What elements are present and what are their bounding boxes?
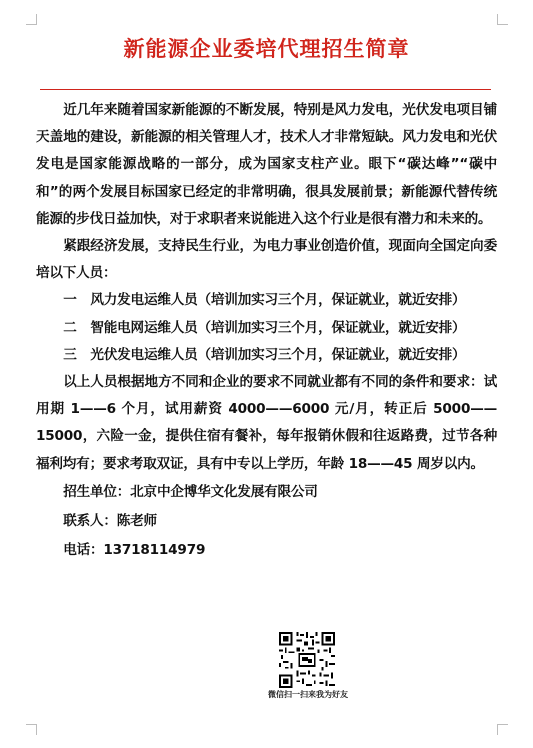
- list-item-number: 一: [63, 292, 77, 309]
- document-body: [36, 97, 497, 565]
- list-item-text: 光伏发电运维人员（培训加实习三个月，保证就业，就近安排）: [90, 346, 466, 363]
- page-corner-mark: [497, 14, 508, 25]
- title-divider: [40, 89, 491, 90]
- contact-person: 联系人：陈老师: [63, 512, 157, 529]
- document-title: 新能源企业委培代理招生简章: [123, 37, 410, 61]
- intro-paragraph: 近几年来随着国家新能源的不断发展，特别是风力发电，光伏发电项目铺天盖地的建设，新能源的相关管理人才，技术人才非常短缺。风力发电和光伏发电是国家能源战略的一部分，成为国家支柱产业。眼下“碳达峰”“碳中和”的两个发展目标国家已经定的非常明确，很具发展前景；新能源代替传统能源的步伐日益加快，对于求职者来说能进入这个行业是很有潜力和未来的。: [36, 102, 497, 227]
- list-item: [36, 342, 497, 369]
- list-item-text: 智能电网运维人员（培训加实习三个月，保证就业，就近安排）: [90, 319, 466, 336]
- page-corner-mark: [497, 724, 508, 735]
- contact-phone: 电话：13718114979: [63, 541, 206, 558]
- list-item: [36, 315, 497, 342]
- qr-caption: 微信扫一扫来我为好友: [268, 690, 348, 699]
- list-item: [36, 287, 497, 314]
- recruitment-paragraph: 紧跟经济发展，支持民生行业，为电力事业创造价值，现面向全国定向委培以下人员：: [36, 238, 497, 282]
- list-item-number: 二: [63, 319, 77, 336]
- wechat-qr-code-icon: [279, 632, 335, 688]
- list-item-number: 三: [63, 346, 77, 363]
- list-item-text: 风力发电运维人员（培训加实习三个月，保证就业，就近安排）: [90, 292, 466, 309]
- page-corner-mark: [26, 14, 37, 25]
- requirements-paragraph: 以上人员根据地方不同和企业的要求不同就业都有不同的条件和要求：试用期 1——6 个月，试用薪资 4000——6000 元/月，转正后 5000——15000，六险一金，提供住宿有餐补，每年报销休假和往返路费，过节各种福利均有；要求考取双证，具有中专以上学历，年龄 18——45 周岁以内。: [36, 374, 497, 472]
- recruiting-organization: 招生单位：北京中企博华文化发展有限公司: [63, 483, 318, 500]
- page-corner-mark: [26, 724, 37, 735]
